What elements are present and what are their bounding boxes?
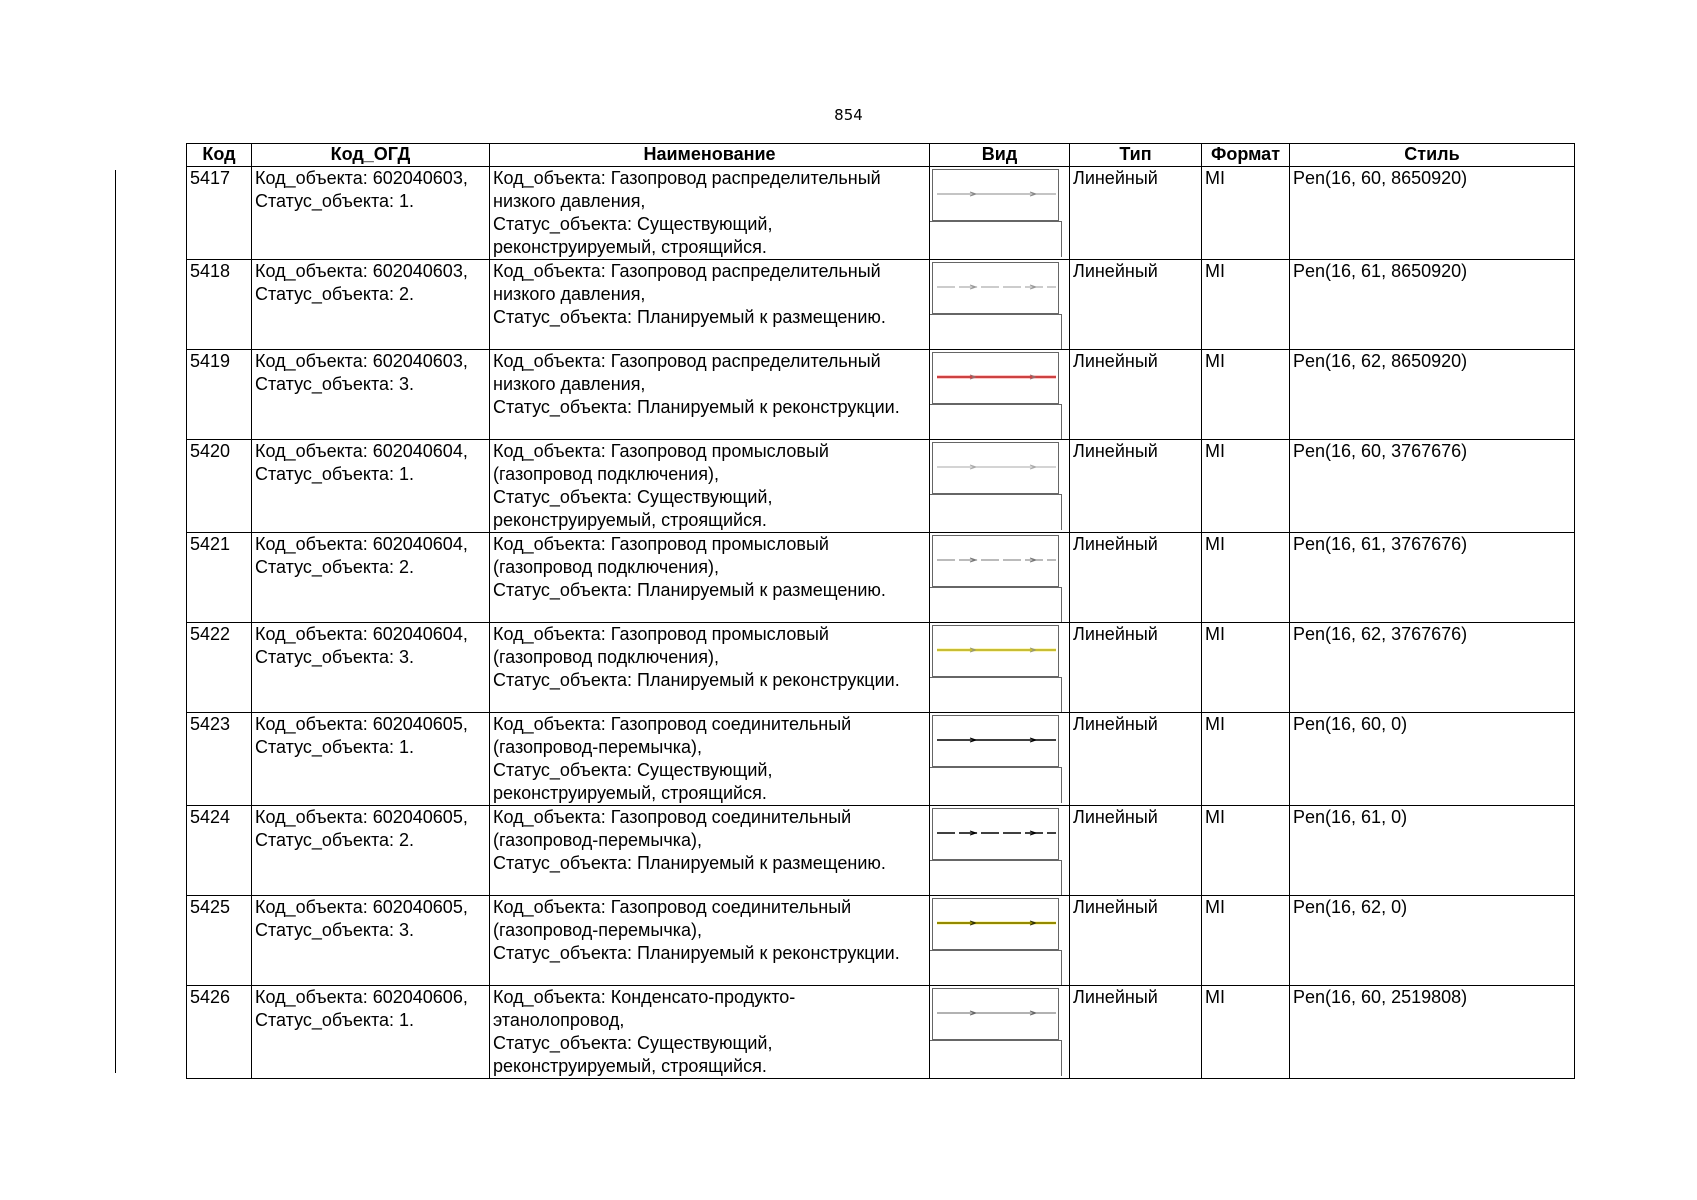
swatch-frame	[930, 587, 1062, 623]
cell-vid	[930, 533, 1070, 623]
cell-name	[490, 713, 930, 806]
line-style-preview	[933, 899, 1060, 951]
line-style-swatch	[932, 988, 1059, 1040]
cell-format: MI	[1202, 896, 1290, 986]
cell-format: MI	[1202, 806, 1290, 896]
cell-ogd-line: Код_объекта: 602040605,	[255, 714, 468, 734]
cell-ogd-line: Код_объекта: 602040605,	[255, 897, 468, 917]
cell-vid	[930, 167, 1070, 260]
cell-style: Pen(16, 60, 2519808)	[1290, 986, 1575, 1079]
cell-name-line: Статус_объекта: Планируемый к размещению.	[493, 580, 886, 600]
cell-type: Линейный	[1070, 713, 1202, 806]
header-ogd: Код_ОГД	[252, 144, 490, 167]
cell-name-line: реконструируемый, строящийся.	[493, 237, 767, 257]
cell-code: 5426	[187, 986, 252, 1079]
cell-format: MI	[1202, 167, 1290, 260]
cell-name-line: Код_объекта: Газопровод распределительный	[493, 261, 881, 281]
line-style-swatch	[932, 169, 1059, 221]
cell-style: Pen(16, 62, 3767676)	[1290, 623, 1575, 713]
cell-vid	[930, 986, 1070, 1079]
header-code: Код	[187, 144, 252, 167]
cell-name	[490, 896, 930, 986]
swatch-frame	[930, 494, 1062, 530]
cell-ogd	[252, 260, 490, 350]
header-name: Наименование	[490, 144, 930, 167]
cell-code: 5417	[187, 167, 252, 260]
cell-style: Pen(16, 62, 8650920)	[1290, 350, 1575, 440]
cell-type: Линейный	[1070, 986, 1202, 1079]
cell-ogd-line: Код_объекта: 602040603,	[255, 261, 468, 281]
cell-name-line: Статус_объекта: Планируемый к реконструкции.	[493, 670, 900, 690]
cell-name	[490, 986, 930, 1079]
cell-name	[490, 350, 930, 440]
cell-code: 5418	[187, 260, 252, 350]
line-style-swatch	[932, 535, 1059, 587]
swatch-frame	[930, 1040, 1062, 1076]
cell-name	[490, 440, 930, 533]
cell-format: MI	[1202, 623, 1290, 713]
cell-style: Pen(16, 60, 0)	[1290, 713, 1575, 806]
header-style: Стиль	[1290, 144, 1575, 167]
cell-name	[490, 533, 930, 623]
cell-name-line: Статус_объекта: Существующий,	[493, 214, 773, 234]
line-style-swatch	[932, 262, 1059, 314]
cell-ogd	[252, 986, 490, 1079]
table-row	[187, 896, 1575, 986]
line-style-preview	[933, 353, 1060, 405]
cell-type: Линейный	[1070, 806, 1202, 896]
cell-ogd	[252, 440, 490, 533]
cell-type: Линейный	[1070, 533, 1202, 623]
cell-vid	[930, 440, 1070, 533]
line-style-swatch	[932, 808, 1059, 860]
header-row	[187, 144, 1575, 167]
cell-format: MI	[1202, 350, 1290, 440]
legend-table	[186, 143, 1575, 1079]
cell-ogd-line: Код_объекта: 602040604,	[255, 441, 468, 461]
cell-name	[490, 806, 930, 896]
cell-ogd-line: Код_объекта: 602040604,	[255, 624, 468, 644]
cell-format: MI	[1202, 260, 1290, 350]
cell-code: 5425	[187, 896, 252, 986]
cell-ogd-line: Код_объекта: 602040604,	[255, 534, 468, 554]
line-style-preview	[933, 443, 1060, 495]
cell-ogd-line: Статус_объекта: 3.	[255, 920, 415, 940]
cell-name-line: реконструируемый, строящийся.	[493, 510, 767, 530]
cell-name-line: Код_объекта: Газопровод соединительный	[493, 714, 852, 734]
cell-name-line: Статус_объекта: Планируемый к реконструкции.	[493, 397, 900, 417]
cell-code: 5419	[187, 350, 252, 440]
table-row	[187, 167, 1575, 260]
line-style-swatch	[932, 625, 1059, 677]
cell-name-line: Код_объекта: Газопровод соединительный	[493, 807, 852, 827]
cell-style: Pen(16, 60, 3767676)	[1290, 440, 1575, 533]
cell-ogd-line: Код_объекта: 602040603,	[255, 168, 468, 188]
page-number: 854	[834, 106, 863, 124]
cell-ogd-line: Код_объекта: 602040603,	[255, 351, 468, 371]
cell-name-line: Код_объекта: Газопровод распределительный	[493, 351, 881, 371]
cell-format: MI	[1202, 986, 1290, 1079]
margin-line	[115, 170, 116, 1073]
cell-style: Pen(16, 61, 0)	[1290, 806, 1575, 896]
cell-name-line: Статус_объекта: Планируемый к реконструкции.	[493, 943, 900, 963]
swatch-frame	[930, 860, 1062, 896]
cell-name-line: (газопровод подключения),	[493, 464, 719, 484]
cell-name-line: реконструируемый, строящийся.	[493, 1056, 767, 1076]
cell-type: Линейный	[1070, 260, 1202, 350]
cell-ogd	[252, 350, 490, 440]
cell-ogd-line: Код_объекта: 602040605,	[255, 807, 468, 827]
cell-format: MI	[1202, 440, 1290, 533]
cell-ogd	[252, 623, 490, 713]
table-row	[187, 350, 1575, 440]
cell-ogd-line: Статус_объекта: 1.	[255, 1010, 415, 1030]
cell-name-line: Статус_объекта: Планируемый к размещению.	[493, 307, 886, 327]
cell-name-line: (газопровод подключения),	[493, 557, 719, 577]
cell-name-line: этанолопровод,	[493, 1010, 625, 1030]
cell-format: MI	[1202, 713, 1290, 806]
cell-ogd-line: Статус_объекта: 2.	[255, 557, 415, 577]
swatch-frame	[930, 221, 1062, 257]
cell-vid	[930, 713, 1070, 806]
cell-style: Pen(16, 61, 8650920)	[1290, 260, 1575, 350]
cell-vid	[930, 806, 1070, 896]
cell-name-line: (газопровод-перемычка),	[493, 830, 703, 850]
cell-name-line: Код_объекта: Газопровод распределительный	[493, 168, 881, 188]
cell-vid	[930, 260, 1070, 350]
line-style-swatch	[932, 352, 1059, 404]
table-row	[187, 986, 1575, 1079]
cell-name-line: низкого давления,	[493, 191, 646, 211]
line-style-preview	[933, 263, 1060, 315]
cell-ogd	[252, 533, 490, 623]
cell-ogd	[252, 167, 490, 260]
cell-code: 5422	[187, 623, 252, 713]
cell-ogd-line: Статус_объекта: 3.	[255, 647, 415, 667]
cell-type: Линейный	[1070, 350, 1202, 440]
cell-style: Pen(16, 60, 8650920)	[1290, 167, 1575, 260]
cell-name	[490, 167, 930, 260]
header-vid: Вид	[930, 144, 1070, 167]
line-style-preview	[933, 989, 1060, 1041]
cell-code: 5421	[187, 533, 252, 623]
cell-code: 5424	[187, 806, 252, 896]
line-style-preview	[933, 809, 1060, 861]
cell-code: 5423	[187, 713, 252, 806]
cell-ogd-line: Статус_объекта: 1.	[255, 191, 415, 211]
cell-ogd	[252, 806, 490, 896]
line-style-swatch	[932, 442, 1059, 494]
cell-ogd	[252, 896, 490, 986]
cell-name-line: (газопровод-перемычка),	[493, 920, 703, 940]
cell-ogd-line: Статус_объекта: 2.	[255, 830, 415, 850]
swatch-frame	[930, 404, 1062, 440]
cell-type: Линейный	[1070, 167, 1202, 260]
cell-ogd	[252, 713, 490, 806]
cell-name-line: Код_объекта: Конденсато-продукто-	[493, 987, 796, 1007]
line-style-preview	[933, 716, 1060, 768]
cell-name-line: Код_объекта: Газопровод промысловый	[493, 534, 829, 554]
cell-name-line: Статус_объекта: Планируемый к размещению.	[493, 853, 886, 873]
swatch-frame	[930, 677, 1062, 713]
line-style-preview	[933, 626, 1060, 678]
cell-ogd-line: Статус_объекта: 3.	[255, 374, 415, 394]
table-row	[187, 713, 1575, 806]
cell-vid	[930, 350, 1070, 440]
cell-ogd-line: Статус_объекта: 1.	[255, 464, 415, 484]
line-style-preview	[933, 536, 1060, 588]
table-row	[187, 440, 1575, 533]
swatch-frame	[930, 314, 1062, 350]
table-row	[187, 260, 1575, 350]
cell-name-line: низкого давления,	[493, 374, 646, 394]
cell-vid	[930, 623, 1070, 713]
table-row	[187, 806, 1575, 896]
cell-name-line: (газопровод-перемычка),	[493, 737, 703, 757]
table-row	[187, 623, 1575, 713]
cell-name-line: Статус_объекта: Существующий,	[493, 1033, 773, 1053]
header-type: Тип	[1070, 144, 1202, 167]
cell-name-line: Код_объекта: Газопровод промысловый	[493, 624, 829, 644]
cell-code: 5420	[187, 440, 252, 533]
cell-type: Линейный	[1070, 896, 1202, 986]
cell-ogd-line: Статус_объекта: 1.	[255, 737, 415, 757]
swatch-frame	[930, 950, 1062, 986]
cell-style: Pen(16, 62, 0)	[1290, 896, 1575, 986]
cell-name	[490, 260, 930, 350]
cell-name-line: Код_объекта: Газопровод промысловый	[493, 441, 829, 461]
cell-name-line: низкого давления,	[493, 284, 646, 304]
swatch-frame	[930, 767, 1062, 803]
cell-name-line: Статус_объекта: Существующий,	[493, 760, 773, 780]
cell-style: Pen(16, 61, 3767676)	[1290, 533, 1575, 623]
header-format: Формат	[1202, 144, 1290, 167]
cell-ogd-line: Статус_объекта: 2.	[255, 284, 415, 304]
cell-name-line: Код_объекта: Газопровод соединительный	[493, 897, 852, 917]
table-row	[187, 533, 1575, 623]
line-style-swatch	[932, 898, 1059, 950]
cell-format: MI	[1202, 533, 1290, 623]
cell-vid	[930, 896, 1070, 986]
cell-name-line: реконструируемый, строящийся.	[493, 783, 767, 803]
line-style-swatch	[932, 715, 1059, 767]
cell-type: Линейный	[1070, 623, 1202, 713]
cell-name	[490, 623, 930, 713]
cell-name-line: (газопровод подключения),	[493, 647, 719, 667]
cell-type: Линейный	[1070, 440, 1202, 533]
line-style-preview	[933, 170, 1060, 222]
cell-name-line: Статус_объекта: Существующий,	[493, 487, 773, 507]
cell-ogd-line: Код_объекта: 602040606,	[255, 987, 468, 1007]
